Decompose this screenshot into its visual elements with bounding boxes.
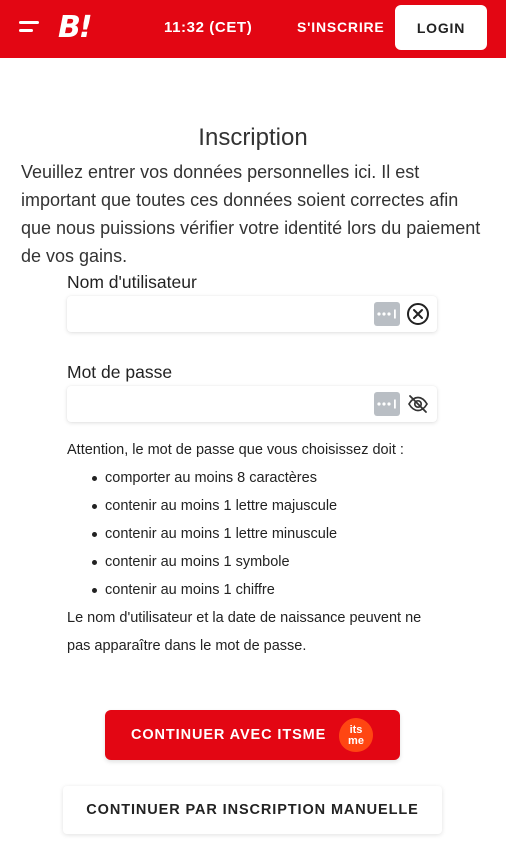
username-label: Nom d'utilisateur (67, 272, 197, 292)
brand-logo[interactable]: B! (58, 10, 91, 45)
password-label: Mot de passe (67, 362, 173, 382)
password-rule-item: contenir au moins 1 symbole (92, 548, 337, 576)
password-rule-item: contenir au moins 1 lettre minuscule (92, 520, 337, 548)
page-title: Inscription (198, 124, 308, 151)
top-header (0, 0, 506, 58)
password-rules-list (92, 464, 337, 604)
password-manager-icon[interactable] (374, 302, 400, 326)
password-manager-icon[interactable] (374, 392, 400, 416)
password-rule-item: contenir au moins 1 chiffre (92, 576, 337, 604)
continue-itsme-button[interactable] (105, 710, 400, 760)
clock: 11:32 (CET) (164, 19, 253, 36)
continue-manual-registration-button[interactable]: CONTINUER PAR INSCRIPTION MANUELLE (63, 786, 442, 834)
password-rule-item: comporter au moins 8 caractères (92, 464, 337, 492)
clear-circle-icon[interactable] (406, 302, 430, 326)
itsme-logo-text-bottom: me (348, 735, 364, 747)
login-button[interactable]: LOGIN (395, 5, 487, 50)
password-input[interactable] (67, 386, 367, 422)
password-rules-note: Le nom d'utilisateur et la date de naissance peuvent ne pas apparaître dans le mot de passe. (67, 610, 422, 654)
password-rule-item: contenir au moins 1 lettre majuscule (92, 492, 337, 520)
continue-itsme-label: CONTINUER AVEC ITSME (131, 727, 327, 743)
itsme-logo-text-top: its (349, 724, 363, 736)
itsme-logo-icon (337, 716, 375, 754)
signup-link[interactable]: S'INSCRIRE (297, 19, 385, 35)
intro-text: Veuillez entrer vos données personnelles ici. Il est important que toutes ces données soient correctes afin que nous puissions vérifier votre identité lors du paiement de vos gains. (21, 162, 481, 266)
hamburger-menu-icon[interactable] (19, 20, 41, 36)
password-rules-intro: Attention, le mot de passe que vous choisissez doit : (67, 442, 404, 458)
eye-off-icon[interactable] (406, 392, 430, 416)
username-field-wrapper (67, 296, 437, 332)
password-field-wrapper (67, 386, 437, 422)
username-input[interactable] (67, 296, 367, 332)
